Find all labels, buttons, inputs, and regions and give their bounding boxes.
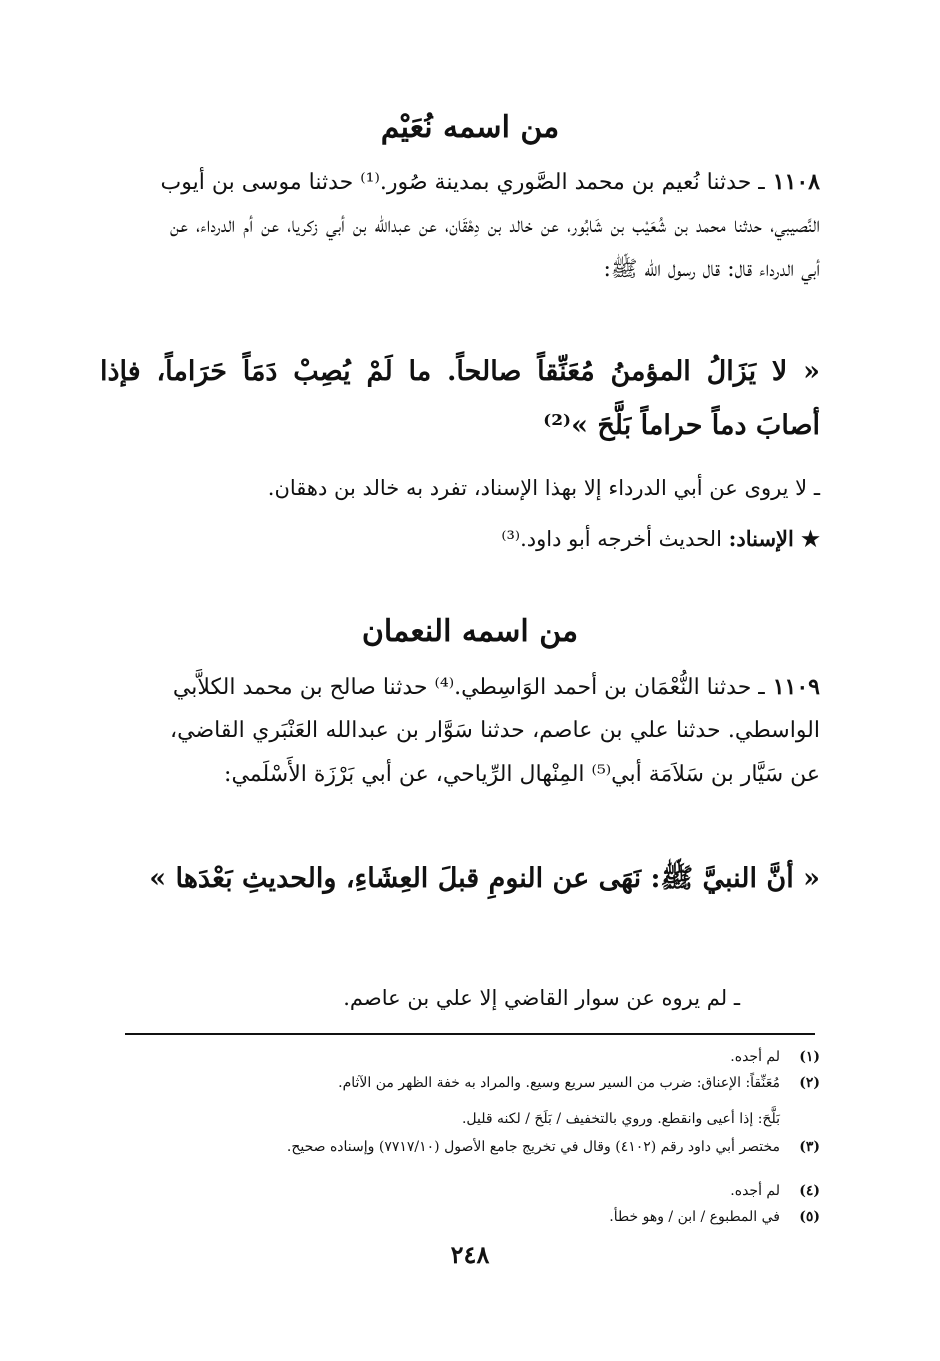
hadith-number: ١١٠٨ — [772, 169, 820, 195]
footnote-number: (١) — [799, 1049, 820, 1065]
footnote-number: (٤) — [799, 1183, 820, 1199]
footnote-number: (٥) — [799, 1209, 820, 1225]
hadith-number: ١١٠٩ — [772, 674, 820, 700]
prophetic-quote-1109: « أنَّ النبيَّ ﷺ: نَهَى عن النومِ قبلَ العِشَاءِ، والحديثِ بَعْدَها » — [149, 863, 820, 894]
footnote-text: في المطبوع / ابن / وهو خطأ. — [609, 1209, 780, 1225]
hadith-note-1108: ـ لا يروى عن أبي الدرداء إلا بهذا الإسناد، تفرد به خالد بن دهقان. — [267, 476, 820, 500]
footnote-4 — [120, 1178, 820, 1204]
isnad-line — [70, 517, 820, 561]
footnote-text: لم أجده. — [730, 1183, 780, 1199]
hadith-1108-first-line — [70, 160, 820, 205]
section-heading-naim: من اسمه نُعَيْم — [380, 110, 560, 145]
footnote-separator — [125, 1033, 815, 1035]
hadith-text: ـ حدثنا النُّعْمَان بن أحمد الوَاسِطي.⁽⁴⁾ حدثنا صالح بن محمد الكلاَّبي — [172, 675, 765, 700]
page-number: ٢٤٨ — [450, 1240, 490, 1269]
hadith-1108-body: النَّصيبي، حدثنا محمد بن شُعَيْب بن شَابُور، عن خالد بن دِهْقَان، عن عبدالله بن أبي زكريا، عن أم الدرداء، عن أبي الدرداء قال: قال رسول الله ﷺ: — [170, 213, 820, 282]
section-heading-numan: من اسمه النعمان — [361, 614, 579, 649]
hadith-1109-body: الواسطي. حدثنا علي بن عاصم، حدثنا سَوَّار بن عبدالله العَنْبَري القاضي، عن سَيَّار بن سَلاَمَة أبي⁽⁵⁾ المِنْهال الرِّياحي، عن أبي بَرْزَة الأَسْلَمي: — [170, 718, 820, 787]
isnad-label: ★ الإسناد: — [728, 526, 820, 551]
hadith-1109-first-line — [70, 665, 820, 710]
footnote-1 — [120, 1044, 820, 1070]
isnad-text: الحديث أخرجه أبو داود.⁽³⁾ — [501, 527, 722, 551]
footnote-text: مختصر أبي داود رقم (٤١٠٢) وقال في تخريج جامع الأصول (٧٧١٧/١٠) وإسناده صحيح. — [286, 1139, 780, 1155]
footnote-number: (٣) — [799, 1139, 820, 1155]
footnote-2-continuation: بَلَّحَ: إذا أعيى وانقطع. وروي بالتخفيف / بَلَحَ / لكنه قليل. — [461, 1111, 780, 1127]
prophetic-quote-1108: « لا يَزَالُ المؤمنُ مُعَنِّقاً صالحاً. ما لَمْ يُصِبْ دَمَاً حَرَاماً، فإذا أصابَ دماً حراماً بَلَّحَ »⁽²⁾ — [100, 356, 820, 441]
footnote-3 — [120, 1134, 820, 1160]
footnote-number: (٢) — [799, 1075, 820, 1091]
footnote-text: مُعَنِّقاً: الإعناق: ضرب من السير سريع وسيع. والمراد به خفة الظهر من الآثام. — [338, 1075, 780, 1091]
footnote-text: لم أجده. — [730, 1049, 780, 1065]
footnote-5 — [120, 1204, 820, 1230]
hadith-note-1109: ـ لم يروه عن سوار القاضي إلا علي بن عاصم. — [343, 986, 740, 1010]
footnote-2 — [120, 1070, 820, 1096]
hadith-text: ـ حدثنا نُعيم بن محمد الصَّوري بمدينة صُور.⁽¹⁾ حدثنا موسى بن أيوب — [160, 170, 765, 195]
